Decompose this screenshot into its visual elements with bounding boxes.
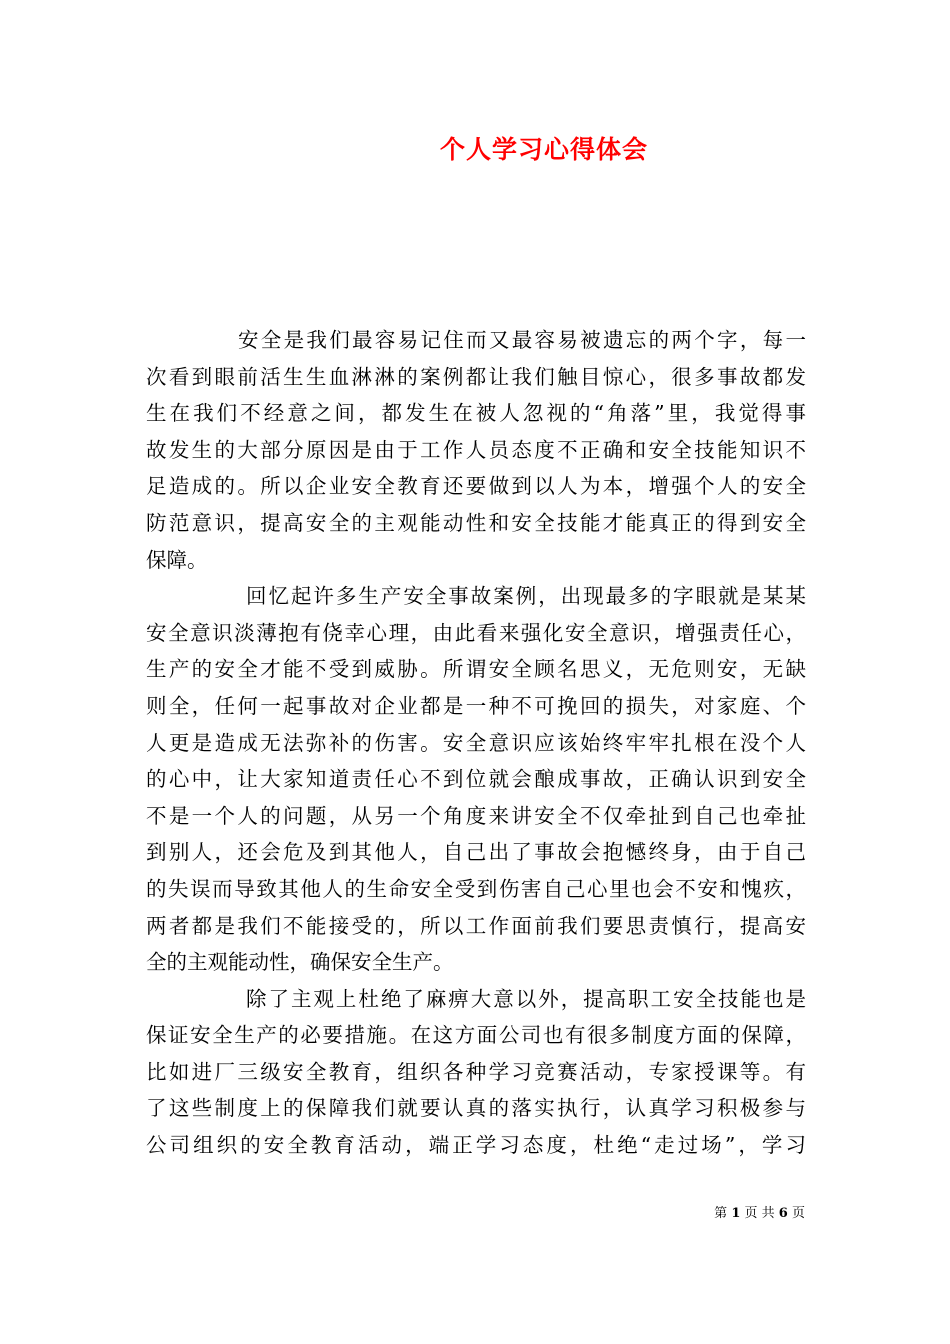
paragraph-line: 不是一个人的问题，从另一个角度来讲安全不仅牵扯到自己也牵扯 (146, 803, 806, 828)
paragraph-3 (146, 981, 806, 1164)
document-title: 个人学习心得体会 (439, 135, 648, 164)
paragraph-line: 生产的安全才能不受到威胁。所谓安全顾名思义，无危则安，无缺 (146, 657, 806, 682)
paragraph-line: 到别人，还会危及到其他人，自己出了事故会抱憾终身，由于自己 (146, 840, 806, 865)
paragraph-line: 安全是我们最容易记住而又最容易被遗忘的两个字，每一 (238, 328, 806, 352)
paragraph-line: 则全，任何一起事故对企业都是一种不可挽回的损失，对家庭、个 (146, 693, 806, 718)
paragraph-line: 安全意识淡薄抱有侥幸心理，由此看来强化安全意识，增强责任心， (146, 620, 806, 645)
paragraph-line: 故发生的大部分原因是由于工作人员态度不正确和安全技能知识不 (146, 437, 806, 462)
paragraph-line: 保证安全生产的必要措施。在这方面公司也有很多制度方面的保障， (146, 1023, 806, 1048)
paragraph-line: 了这些制度上的保障我们就要认真的落实执行，认真学习积极参与 (146, 1096, 806, 1121)
paragraph-line: 两者都是我们不能接受的，所以工作面前我们要思责慎行，提高安 (146, 913, 806, 938)
paragraph-line: 人更是造成无法弥补的伤害。安全意识应该始终牢牢扎根在没个人 (146, 730, 806, 755)
page-footer (714, 1205, 805, 1223)
footer-middle: 页 共 (744, 1206, 775, 1221)
paragraph-line: 公司组织的安全教育活动，端正学习态度，杜绝“走过场”，学习 (146, 1133, 806, 1158)
paragraph-line: 次看到眼前活生生血淋淋的案例都让我们触目惊心，很多事故都发 (146, 364, 806, 389)
paragraph-line: 比如进厂三级安全教育，组织各种学习竞赛活动，专家授课等。有 (146, 1059, 806, 1084)
footer-prefix: 第 (714, 1206, 728, 1221)
paragraph-1 (146, 322, 806, 578)
paragraph-line: 足造成的。所以企业安全教育还要做到以人为本，增强个人的安全 (146, 474, 806, 499)
paragraph-line: 防范意识，提高安全的主观能动性和安全技能才能真正的得到安全 (146, 510, 806, 535)
paragraph-line: 回忆起许多生产安全事故案例，出现最多的字眼就是某某 (246, 584, 806, 609)
footer-total-pages: 6 (778, 1206, 788, 1221)
paragraph-line: 的失误而导致其他人的生命安全受到伤害自己心里也会不安和愧疚， (146, 876, 806, 901)
paragraph-line: 全的主观能动性，确保安全生产。 (146, 950, 454, 975)
paragraph-line: 保障。 (146, 547, 208, 572)
paragraph-line: 生在我们不经意之间，都发生在被人忽视的“角落”里，我觉得事 (146, 401, 806, 426)
paragraph-2 (146, 578, 806, 981)
paragraph-line: 的心中，让大家知道责任心不到位就会酿成事故，正确认识到安全 (146, 767, 806, 792)
paragraph-line: 除了主观上杜绝了麻痹大意以外，提高职工安全技能也是 (246, 986, 806, 1011)
footer-current-page: 1 (731, 1206, 741, 1221)
document-body (146, 322, 806, 1164)
footer-suffix: 页 (791, 1206, 805, 1221)
